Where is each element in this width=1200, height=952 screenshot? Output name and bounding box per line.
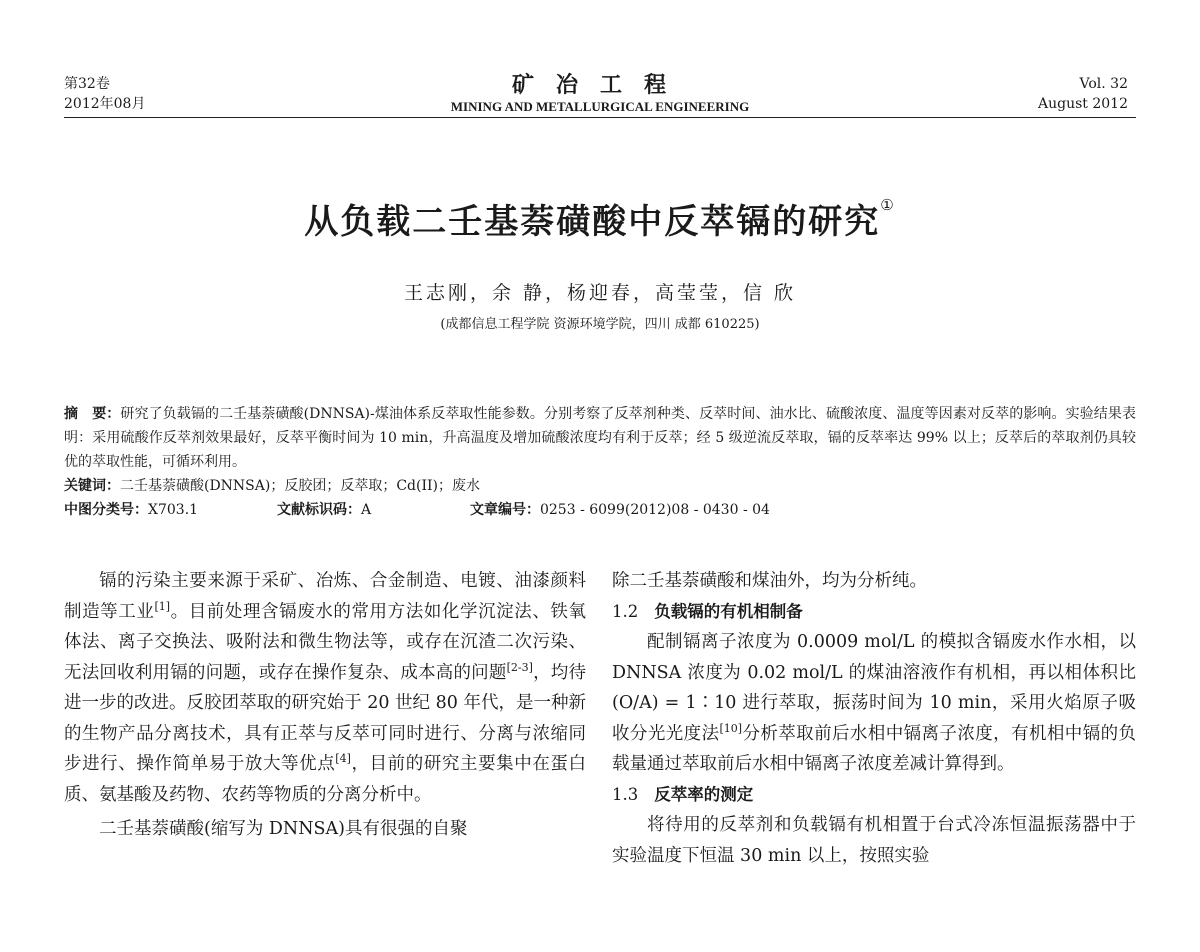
- abstract-text: 研究了负载镉的二壬基萘磺酸(DNNSA)-煤油体系反萃取性能参数。分别考察了反萃剂种类、反萃时间、油水比、硫酸浓度、温度等因素对反萃的影响。实验结果表明：采用硫酸作反萃剂效果最好，反萃平衡时间为 10 min，升高温度及增加硫酸浓度均有利于反萃；经 5 级逆流反萃取，镉的反萃率达 99% 以上；反萃后的萃取剂仍具较优的萃取性能，可循环利用。: [64, 406, 1136, 470]
- paper-title-text: 从负载二壬基萘磺酸中反萃镉的研究: [304, 202, 881, 242]
- title-footnote-mark: ①: [880, 196, 896, 214]
- materials-tail: 除二壬基萘磺酸和煤油外，均为分析纯。: [612, 571, 927, 591]
- paper-title: [0, 194, 1200, 243]
- doc-code-value: A: [360, 502, 372, 518]
- section-title: 反萃率的测定: [654, 784, 754, 804]
- journal-name-cn: 矿冶工程: [511, 72, 688, 98]
- clc-label: 中图分类号：: [64, 502, 148, 518]
- authors: 王志刚，余 静，杨迎春，高莹莹，信 欣: [403, 282, 797, 304]
- keywords: [64, 474, 1136, 498]
- section-title: 负载镉的有机相制备: [654, 601, 803, 621]
- abstract: [64, 402, 1136, 474]
- date-cn: 2012年08月: [64, 96, 146, 112]
- citation: [1]: [154, 599, 171, 613]
- clc-value: X703.1: [148, 502, 199, 518]
- classification-line: [64, 498, 1136, 522]
- abstract-label: 摘 要：: [64, 406, 121, 422]
- section-1-3-heading: [612, 780, 1136, 811]
- doc-code-label: 文献标识码：: [276, 502, 361, 518]
- left-column: [64, 566, 586, 844]
- section-1-3-paragraph: 将待用的反萃剂和负载镉有机相置于台式冷冻恒温振荡器中于实验温度下恒温 30 min 以上，按照实验: [612, 815, 1136, 866]
- text-span: 。目前处理含镉废水的常用方法如化学沉淀法、铁氧体法、离子交换法、吸附法和微生物法等，或存在沉渣二次污染、无法回收利用镉的问题，或存在操作复杂、成本高的问题: [64, 601, 587, 683]
- volume-cn: 第32卷: [64, 76, 110, 92]
- text-span: 分析萃取前后水相中镉离子浓度，有机相中镉的负载量通过萃取前后水相中镉离子浓度差减计算得到。: [612, 723, 1137, 774]
- section-number: 1.2: [612, 601, 639, 621]
- text-span: 镉的污染主要来源于采矿、冶炼、合金制造、电镀、油漆颜料制造等工业: [64, 571, 586, 622]
- right-column: [612, 566, 1136, 871]
- article-number-label: 文章编号：: [469, 502, 540, 518]
- date-en: August 2012: [1038, 96, 1128, 112]
- journal-name-en: MINING AND METALLURGICAL ENGINEERING: [450, 99, 750, 114]
- text-span: ，目前的研究主要集中在蛋白质、氨基酸及药物、农药等物质的分离分析中。: [64, 754, 587, 805]
- text-span: ，均待进一步的改进。反胶团萃取的研究始于 20 世纪 80 年代，是一种新的生物产品分离技术，具有正萃与反萃可同时进行、分离与浓缩同步进行、操作简单易于放大等优点: [64, 662, 587, 774]
- volume-en: Vol. 32: [1079, 76, 1128, 92]
- section-1-2-paragraph: [612, 627, 1136, 780]
- citation: [10]: [719, 721, 743, 735]
- header-rule: [64, 117, 1136, 118]
- article-number-value: 0253 - 6099(2012)08 - 0430 - 04: [539, 502, 770, 518]
- section-1-2-heading: [612, 597, 1136, 628]
- citation: [2-3]: [506, 660, 533, 674]
- section-number: 1.3: [612, 784, 639, 804]
- intro-paragraph-1: [64, 566, 586, 810]
- citation: [4]: [335, 752, 351, 766]
- keywords-text: 二壬基萘磺酸(DNNSA)；反胶团；反萃取；Cd(II)；废水: [120, 478, 481, 494]
- header-center: [0, 72, 1200, 116]
- keywords-label: 关键词：: [64, 478, 120, 494]
- intro-paragraph-2: 二壬基萘磺酸(缩写为 DNNSA)具有很强的自聚: [99, 819, 468, 839]
- affiliation: (成都信息工程学院 资源环境学院，四川 成都 610225): [440, 317, 760, 332]
- text-span: 配制镉离子浓度为 0.0009 mol/L 的模拟含镉废水作水相，以 DNNSA 浓度为 0.02 mol/L 的煤油溶液作有机相，再以相体积比(O/A) = 1∶10 进行萃取，振荡时间为 10 min，采用火焰原子吸收分光光度法: [612, 632, 1136, 744]
- header-right: [1038, 74, 1128, 114]
